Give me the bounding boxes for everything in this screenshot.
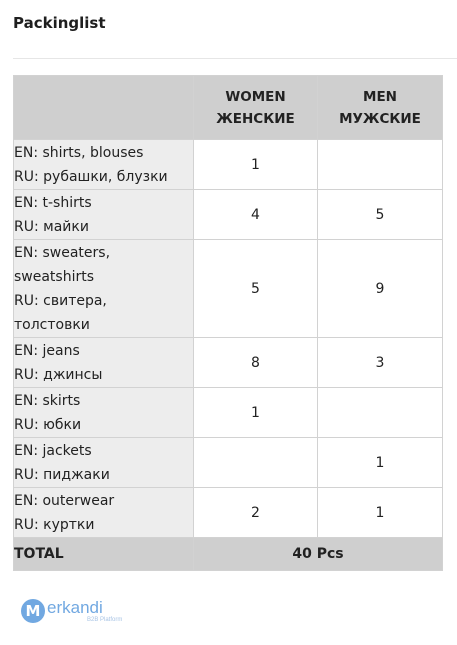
row-label-line: EN: sweaters, <box>14 244 111 261</box>
row-label-line: толстовки <box>14 316 90 333</box>
header-women-ru: ЖЕНСКИЕ <box>216 110 295 127</box>
row-label-cell <box>14 488 194 538</box>
page-title: Packinglist <box>13 14 106 32</box>
watermark-text <box>47 599 122 623</box>
table-row <box>14 338 443 388</box>
table-row <box>14 140 443 190</box>
header-men-ru: МУЖСКИЕ <box>339 110 421 127</box>
merkandi-watermark <box>21 596 122 626</box>
row-label-cell <box>14 140 194 190</box>
table-header-row <box>14 76 443 140</box>
women-count <box>194 438 318 488</box>
row-label-line: RU: свитера, <box>14 292 107 309</box>
men-count <box>318 140 443 190</box>
women-count: 2 <box>194 488 318 538</box>
table-row <box>14 388 443 438</box>
men-count: 1 <box>318 438 443 488</box>
row-label-line: EN: t-shirts <box>14 194 92 211</box>
men-count: 9 <box>318 240 443 338</box>
table-row <box>14 240 443 338</box>
row-label-line: EN: jeans <box>14 342 80 359</box>
total-row <box>14 538 443 571</box>
row-label-line: RU: джинсы <box>14 366 103 383</box>
total-label: TOTAL <box>14 538 194 571</box>
row-label-line: EN: outerwear <box>14 492 115 509</box>
row-label-line: EN: shirts, blouses <box>14 144 144 161</box>
header-women-en: WOMEN <box>225 88 286 105</box>
title-divider <box>13 58 457 59</box>
women-count: 5 <box>194 240 318 338</box>
header-men <box>318 76 443 140</box>
total-value: 40 Pcs <box>194 538 443 571</box>
row-label-cell <box>14 240 194 338</box>
men-count <box>318 388 443 438</box>
men-count: 1 <box>318 488 443 538</box>
packing-table <box>13 75 443 571</box>
watermark-brand: erkandi <box>47 598 103 617</box>
header-empty-cell <box>14 76 194 140</box>
women-count: 1 <box>194 140 318 190</box>
row-label-line: sweatshirts <box>14 268 95 285</box>
header-women <box>194 76 318 140</box>
watermark-subtitle: B2B Platform <box>87 617 123 623</box>
row-label-line: RU: куртки <box>14 516 95 533</box>
men-count: 5 <box>318 190 443 240</box>
table-row <box>14 488 443 538</box>
row-label-cell <box>14 190 194 240</box>
table-row <box>14 438 443 488</box>
women-count: 1 <box>194 388 318 438</box>
row-label-cell <box>14 388 194 438</box>
women-count: 8 <box>194 338 318 388</box>
row-label-line: RU: рубашки, блузки <box>14 168 168 185</box>
row-label-line: EN: skirts <box>14 392 81 409</box>
row-label-line: RU: юбки <box>14 416 82 433</box>
row-label-cell <box>14 338 194 388</box>
row-label-cell <box>14 438 194 488</box>
women-count: 4 <box>194 190 318 240</box>
header-men-en: MEN <box>363 88 397 105</box>
men-count: 3 <box>318 338 443 388</box>
table-row <box>14 190 443 240</box>
row-label-line: RU: майки <box>14 218 89 235</box>
row-label-line: RU: пиджаки <box>14 466 110 483</box>
row-label-line: EN: jackets <box>14 442 92 459</box>
merkandi-logo-icon: M <box>21 599 45 623</box>
